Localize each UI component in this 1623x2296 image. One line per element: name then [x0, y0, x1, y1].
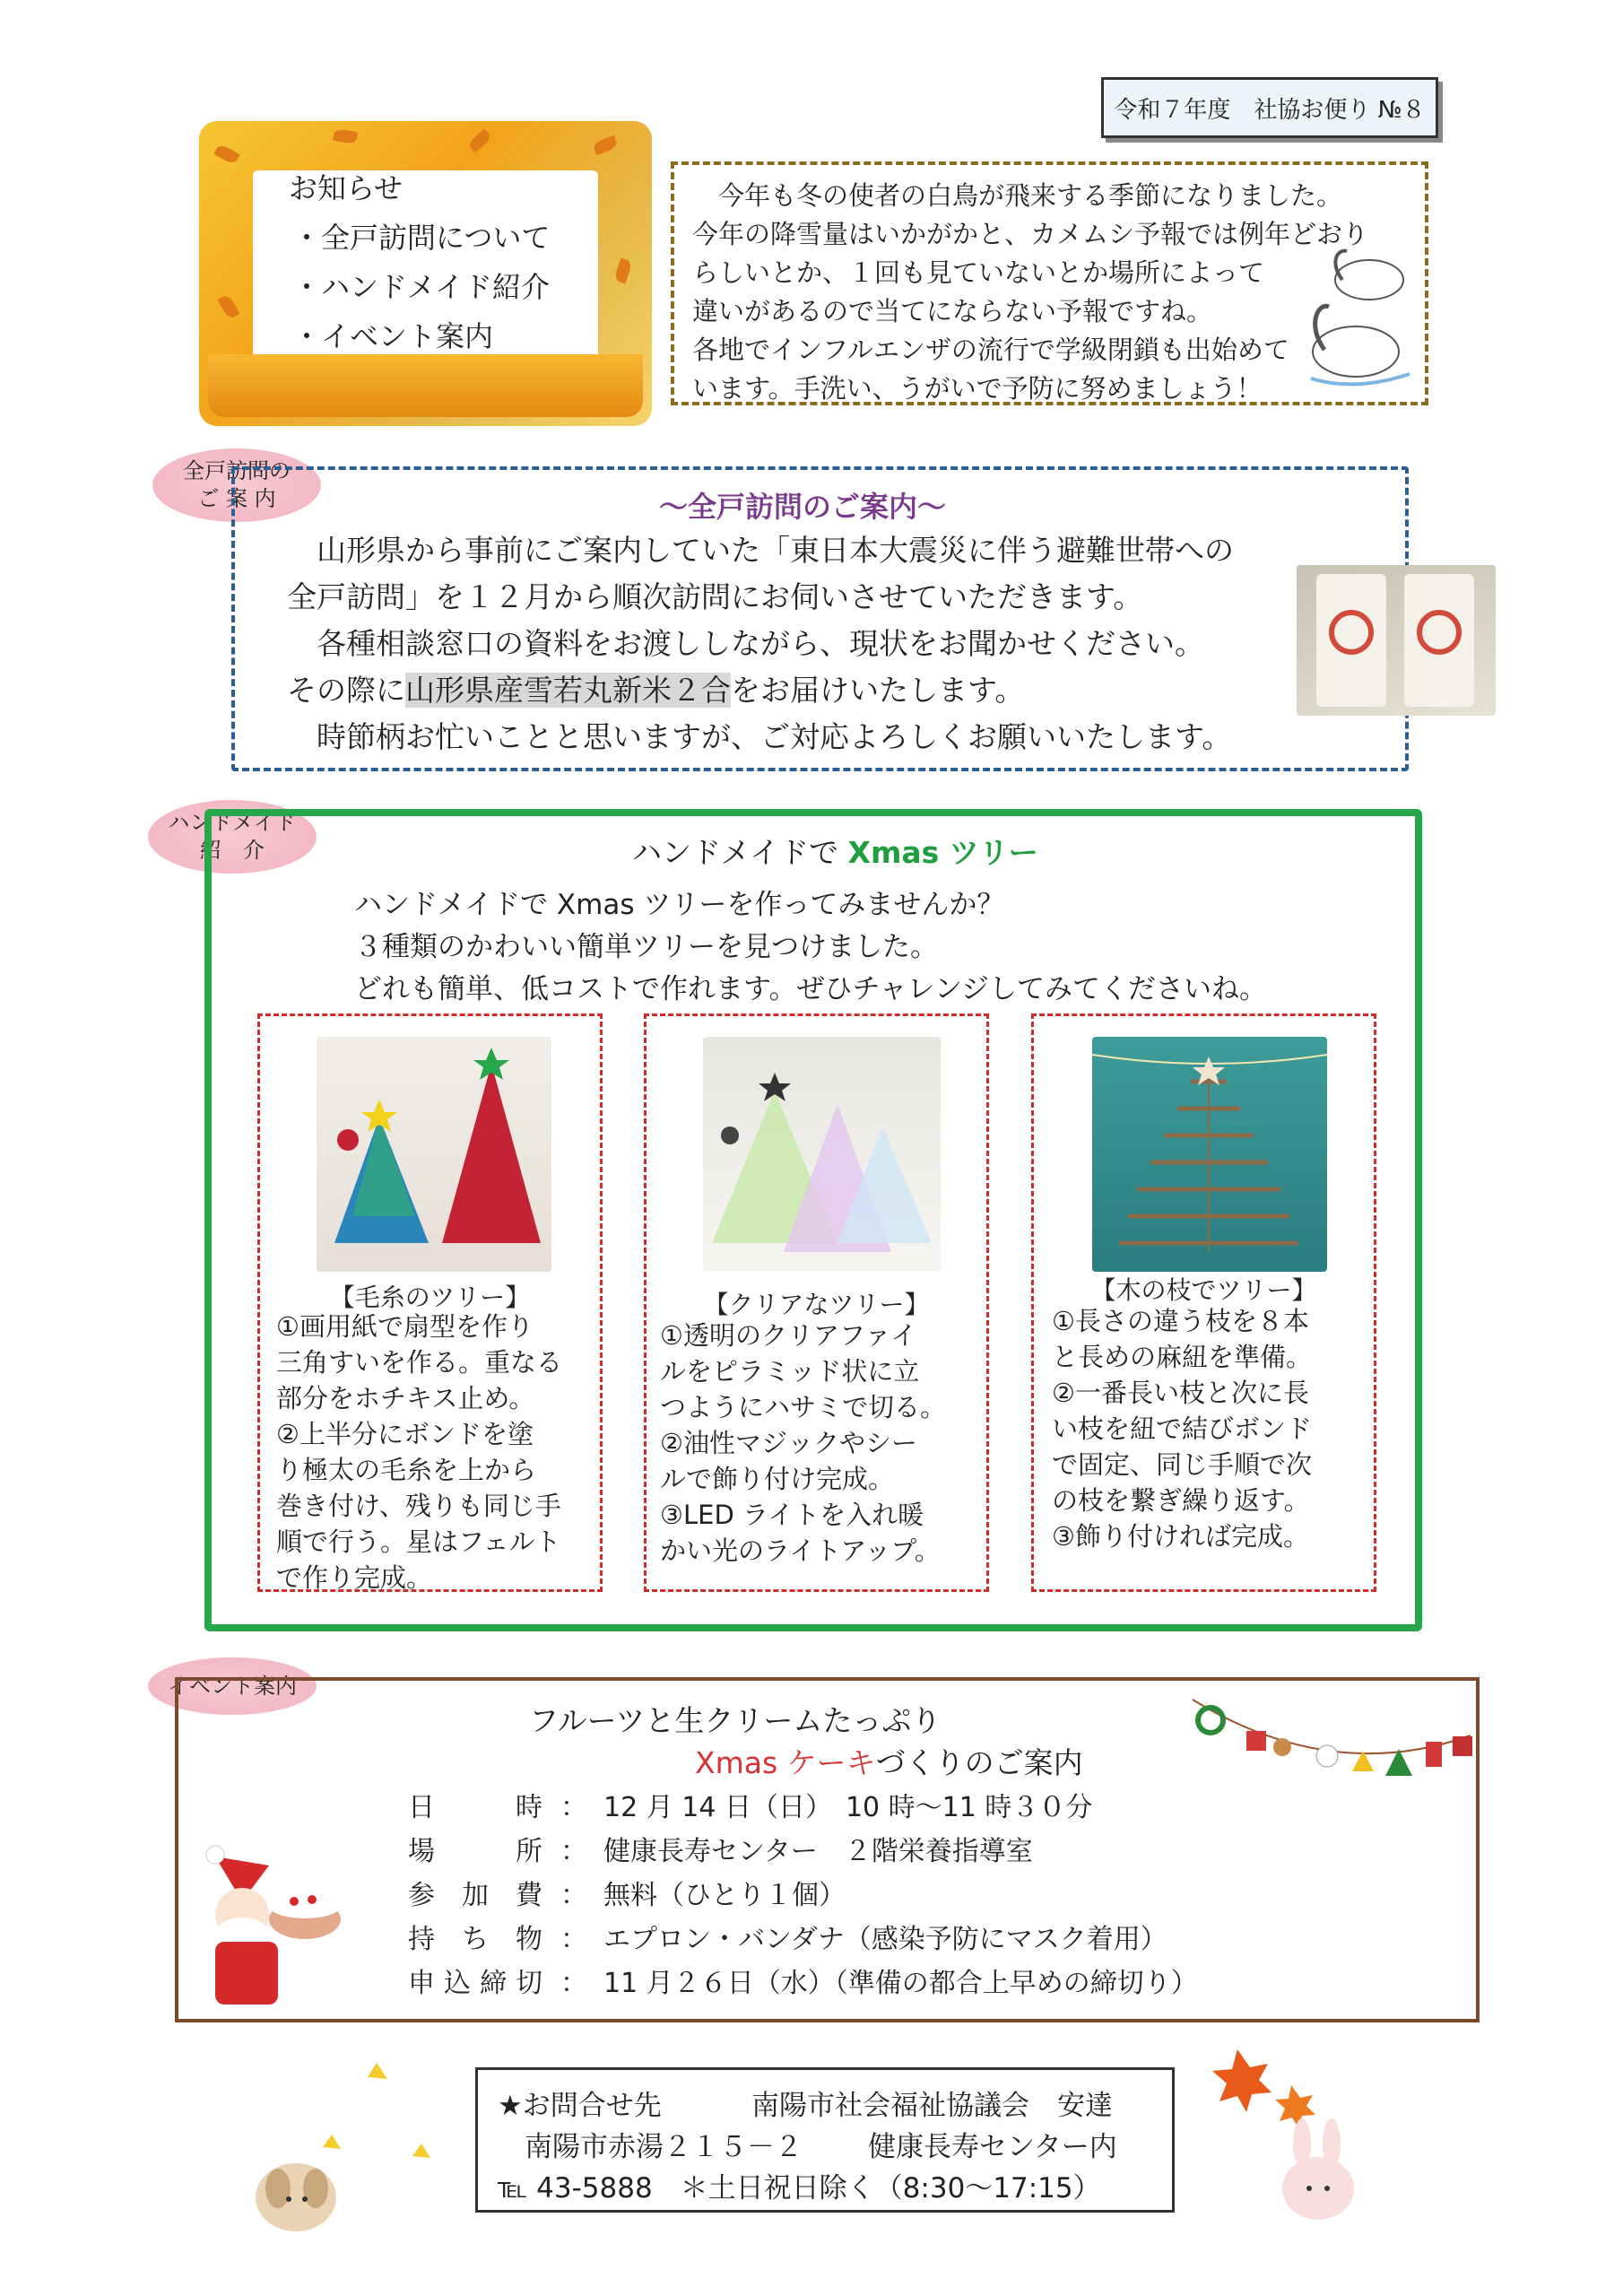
rabbit-with-maple-icon	[1184, 2031, 1390, 2238]
contact-place: 健康長寿センター内	[868, 2131, 1117, 2163]
rice-bag	[1404, 574, 1474, 707]
visit-line: その際に山形県産雪若丸新米２合をお届けいたします。	[287, 673, 1025, 708]
greeting-line: らしいとか、１回も見ていないとか場所によって	[692, 257, 1265, 288]
autumn-hills	[208, 354, 643, 417]
yarn-tree-photo	[317, 1037, 551, 1272]
leaf-icon	[217, 293, 239, 320]
event-row-items: 持ち物 ： エプロン・バンダナ（感染予防にマスク着用）	[408, 1924, 1167, 1955]
garland-icon	[1184, 1686, 1480, 1821]
issue-badge: 令和７年度 社協お便り №８	[1101, 77, 1438, 138]
rice-photo	[1297, 565, 1496, 716]
leaf-icon	[333, 128, 358, 144]
rice-highlight: 山形県産雪若丸新米２合	[405, 673, 731, 708]
notice-frame	[199, 121, 652, 426]
swan-icon	[1302, 244, 1419, 396]
event-label: イベント案内	[148, 1657, 317, 1715]
visit-line: 各種相談窓口の資料をお渡ししながら、現状をお聞かせください。	[287, 626, 1204, 661]
visit-label: 全戸訪問の ご 案 内	[152, 448, 321, 522]
greeting-line: 今年の降雪量はいかがかと、カメムシ予報では例年どおり	[692, 219, 1369, 249]
santa-icon	[188, 1839, 350, 2018]
visit-line: 山形県から事前にご案内していた「東日本大震災に伴う避難世帯への	[287, 533, 1234, 568]
greeting-line: 違いがあるので当てにならない予報ですね。	[692, 296, 1213, 326]
contact-phone: ℡ 43-5888 ＊土日祝日除く（8:30～17:15）	[498, 2172, 1101, 2205]
handmade-title: ハンドメイドで Xmas ツリー	[632, 835, 1038, 870]
branch-tree-photo	[1092, 1037, 1327, 1272]
card-title: 【毛糸のツリー】	[329, 1283, 531, 1312]
notice-item: ・全戸訪問について	[292, 221, 551, 255]
event-row-place: 場 所 ： 健康長寿センター ２階栄養指導室	[408, 1836, 1033, 1867]
greeting-line: います。手洗い、うがいで予防に努めましょう！	[692, 373, 1263, 404]
leaf-icon	[467, 128, 493, 152]
greeting-line: 各地でインフルエンザの流行で学級閉鎖も出始めて	[692, 335, 1289, 365]
notice-title: お知らせ	[289, 171, 404, 205]
handmade-label: ハンドメイド 紹 介	[148, 800, 317, 874]
notice-item: ・ハンドメイド紹介	[292, 270, 551, 304]
greeting-line: 今年も冬の使者の白鳥が飛来する季節になりました。	[692, 180, 1343, 211]
handmade-intro: どれも簡単、低コストで作れます。ぜひチャレンジしてみてくださいね。	[354, 973, 1268, 1005]
contact-box	[475, 2067, 1175, 2213]
event-title: Xmas ケーキづくりのご案内	[695, 1745, 1083, 1780]
leaf-icon	[592, 135, 618, 155]
event-row-date: 日 時 ： 12 月 14 日（日） 10 時～11 時３０分	[408, 1792, 1093, 1823]
card-yarn-tree	[257, 1013, 603, 1592]
greeting-box	[671, 161, 1428, 405]
handmade-intro: ハンドメイドで Xmas ツリーを作ってみませんか？	[354, 889, 1005, 921]
contact-heading: ★お問合せ先	[498, 2090, 662, 2122]
rice-bag	[1316, 574, 1386, 707]
leaf-icon	[213, 143, 240, 165]
event-row-fee: 参加費 ： 無料（ひとり１個）	[408, 1880, 846, 1911]
leaf-icon	[613, 257, 633, 283]
contact-org: 南陽市社会福祉協議会 安達	[751, 2090, 1113, 2122]
visit-line: 時節柄お忙いことと思いますが、ご対応よろしくお願いいたします。	[287, 719, 1232, 754]
card-title: 【クリアなツリー】	[703, 1290, 930, 1319]
dog-with-ginkgo-icon	[242, 2054, 466, 2251]
card-title: 【木の枝でツリー】	[1090, 1275, 1317, 1305]
visit-line: 全戸訪問」を１２月から順次訪問にお伺いさせていただきます。	[287, 579, 1143, 614]
card-body: ①画用紙で扇型を作り 三角すいを作る。重なる 部分をホチキス止め。 ②上半分にボンドを塗 り極太の毛糸を上から 巻き付け、残りも同じ手 順で行う。星はフェルト で作り完成。	[276, 1311, 563, 1593]
handmade-intro: ３種類のかわいい簡単ツリーを見つけました。	[354, 931, 938, 963]
clear-tree-photo	[703, 1037, 941, 1272]
event-row-deadline: 申込締切 ： 11 月２６日（水）（準備の都合上早めの締切り）	[408, 1968, 1198, 1999]
card-clear-tree	[644, 1013, 989, 1592]
contact-address: 南陽市赤湯２１５－２	[525, 2131, 803, 2163]
visit-title: ～全戸訪問のご案内～	[659, 490, 947, 524]
card-body: ①長さの違う枝を８本 と長めの麻紐を準備。 ②一番長い枝と次に長 い枝を紐で結びボンド で固定、同じ手順で次 の枝を繋ぎ繰り返す。 ③飾り付ければ完成。	[1052, 1306, 1313, 1552]
card-branch-tree	[1031, 1013, 1376, 1592]
card-body: ①透明のクリアファイ ルをピラミッド状に立 つようにハサミで切る。 ②油性マジックやシー ルで飾り付け完成。 ③LED ライトを入れ暖 かい光のライトアップ。	[660, 1320, 947, 1566]
notice-item: ・イベント案内	[292, 319, 494, 353]
event-heading: フルーツと生クリームたっぷり	[529, 1703, 942, 1738]
